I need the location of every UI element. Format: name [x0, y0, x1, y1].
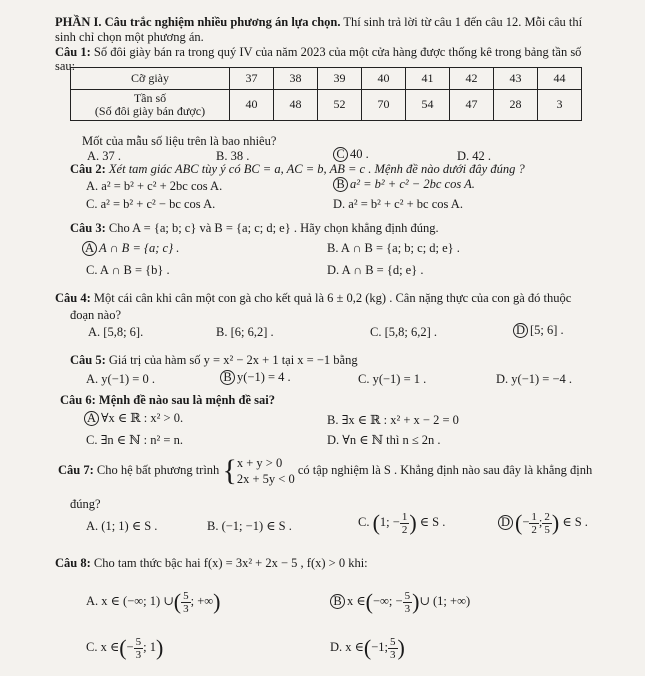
- table-row: [71, 68, 582, 90]
- fraction: $\frac{5}{3}$: [183, 589, 189, 615]
- selected-answer-mark: B: [330, 594, 345, 609]
- inequality-system: x + y > 0 2x + 5y < 0: [236, 456, 295, 486]
- q3-option-d[interactable]: D. A ∩ B = {d; e} .: [327, 263, 424, 277]
- brace-icon: {: [222, 454, 237, 487]
- q7-text-2: đúng?: [70, 497, 101, 511]
- q4-option-b[interactable]: B. [6; 6,2] .: [216, 325, 274, 339]
- q2-label: Câu 2:: [70, 162, 106, 176]
- table-cell: 37: [230, 68, 274, 90]
- q2-option-d[interactable]: D. a² = b² + c² + bc cos A.: [333, 197, 463, 211]
- fraction: $\frac{2}{5}$: [544, 510, 550, 536]
- table-cell: 43: [494, 68, 538, 90]
- q8-option-a[interactable]: A. x ∈ (−∞; 1) ∪( $\frac{5}{3}$ ; +∞): [86, 589, 221, 615]
- question-1: [55, 44, 581, 60]
- q1-question: Mốt của mẫu số liệu trên là bao nhiêu?: [82, 134, 277, 148]
- q6-option-d[interactable]: D. ∀n ∈ ℕ thì n ≤ 2n .: [327, 433, 441, 447]
- part-header: [55, 14, 582, 30]
- q6-option-c[interactable]: C. ∃n ∈ ℕ : n² = n.: [86, 433, 183, 447]
- q7-option-c[interactable]: C. (1; − $\frac{1}{2}$ ) ∈ S .: [358, 510, 446, 536]
- q5-option-d[interactable]: D. y(−1) = −4 .: [496, 372, 573, 386]
- q3-option-b[interactable]: B. A ∩ B = {a; b; c; d; e} .: [327, 241, 460, 255]
- q2-option-a[interactable]: A. a² = b² + c² + 2bc cos A.: [86, 179, 223, 193]
- q2-option-c[interactable]: C. a² = b² + c² − bc cos A.: [86, 197, 216, 211]
- q5-option-c[interactable]: C. y(−1) = 1 .: [358, 372, 427, 386]
- question-4: [55, 290, 571, 306]
- q5-option-b[interactable]: B y(−1) = 4 .: [220, 369, 291, 385]
- table-cell: 54: [406, 90, 450, 121]
- fraction: $\frac{5}{3}$: [404, 589, 411, 615]
- q6-option-a[interactable]: A ∀x ∈ ℝ : x² > 0.: [84, 410, 183, 426]
- table-cell: 48: [274, 90, 318, 121]
- q3-option-a[interactable]: A A ∩ B = {a; c} .: [82, 240, 179, 256]
- q5-text: Giá trị của hàm số y = x² − 2x + 1 tại x = −1 bằng: [108, 353, 358, 367]
- fraction: $\frac{5}{3}$: [135, 635, 142, 661]
- table-cell: 47: [450, 90, 494, 121]
- table-cell: 70: [362, 90, 406, 121]
- table-header-frequency: Tần số (Số đôi giày bán được): [71, 90, 230, 121]
- table-cell: 44: [538, 68, 582, 90]
- q7-text: Cho hệ bất phương trình: [96, 462, 220, 477]
- q4-option-a[interactable]: A. [5,8; 6].: [88, 325, 144, 339]
- selected-answer-mark: B: [333, 177, 348, 192]
- q1-text: Số đôi giày bán ra trong quý IV của năm 2023 của một cửa hàng được thống kê trong bảng tần số: [93, 45, 582, 59]
- q7-option-d[interactable]: D (− $\frac{1}{2}$ ; $\frac{2}{5}$ ) ∈ S .: [498, 509, 588, 538]
- q4-text: Một cái cân khi cân một con gà cho kết quả là 6 ± 0,2 (kg) . Cân nặng thực của con gà đó thuộc: [93, 291, 572, 305]
- q2-text: Xét tam giác ABC tùy ý có BC = a, AC = b, AB = c . Mệnh đề nào dưới đây đúng ?: [108, 162, 525, 176]
- frequency-table: [70, 67, 582, 121]
- q4-text-2: đoạn nào?: [70, 308, 122, 322]
- q1-option-d[interactable]: D. 42 .: [457, 149, 492, 163]
- q1-option-a[interactable]: A. 37 .: [87, 149, 122, 163]
- q7-text-after: có tập nghiệm là S . Khẳng định nào sau đây là khẳng định: [297, 462, 593, 477]
- q8-option-d[interactable]: D. x ∈(−1; $\frac{5}{3}$ ): [330, 635, 405, 661]
- table-cell: 39: [318, 68, 362, 90]
- q5-option-a[interactable]: A. y(−1) = 0 .: [86, 372, 155, 386]
- q7-option-b[interactable]: B. (−1; −1) ∈ S .: [207, 519, 292, 533]
- q4-option-d[interactable]: D [5; 6] .: [513, 322, 564, 338]
- part-intro: Thí sinh trả lời từ câu 1 đến câu 12. Mỗi câu thí: [343, 15, 583, 29]
- q4-option-c[interactable]: C. [5,8; 6,2] .: [370, 325, 438, 339]
- table-cell: 42: [450, 68, 494, 90]
- question-8: [55, 555, 368, 571]
- q3-label: Câu 3:: [70, 221, 106, 235]
- table-header-size: Cỡ giày: [71, 68, 230, 90]
- q1-label: Câu 1:: [55, 45, 91, 59]
- q7-label: Câu 7:: [58, 462, 94, 477]
- question-2: [70, 161, 525, 177]
- fraction: $\frac{1}{2}$: [531, 510, 537, 536]
- q8-text: Cho tam thức bậc hai f(x) = 3x² + 2x − 5 , f(x) > 0 khi:: [93, 556, 368, 570]
- table-cell: 3: [538, 90, 582, 121]
- q6-text: Mệnh đề nào sau là mệnh đề sai?: [98, 393, 275, 407]
- table-cell: 52: [318, 90, 362, 121]
- q3-text: Cho A = {a; b; c} và B = {a; c; d; e} . Hãy chọn khẳng định đúng.: [108, 221, 439, 235]
- question-5: [70, 352, 358, 368]
- table-cell: 41: [406, 68, 450, 90]
- q1-option-c[interactable]: C 40 .: [333, 146, 369, 162]
- q4-label: Câu 4:: [55, 291, 91, 305]
- q1-text-2: sau:: [55, 59, 76, 73]
- table-row: [71, 90, 582, 121]
- q3-option-c[interactable]: C. A ∩ B = {b} .: [86, 263, 170, 277]
- part-intro-2: sinh chỉ chọn một phương án.: [55, 30, 204, 44]
- part-title: PHẦN I. Câu trắc nghiệm nhiều phương án lựa chọn.: [55, 15, 341, 29]
- selected-answer-mark: A: [84, 411, 99, 426]
- q8-option-c[interactable]: C. x ∈(− $\frac{5}{3}$ ; 1): [86, 635, 164, 661]
- q6-label: Câu 6:: [60, 393, 96, 407]
- q5-label: Câu 5:: [70, 353, 106, 367]
- q6-option-b[interactable]: B. ∃x ∈ ℝ : x² + x − 2 = 0: [327, 413, 459, 427]
- q8-option-b[interactable]: B x ∈(−∞; − $\frac{5}{3}$ )∪ (1; +∞): [330, 588, 470, 617]
- fraction: $\frac{5}{3}$: [390, 635, 396, 661]
- table-cell: 40: [230, 90, 274, 121]
- selected-answer-mark: B: [220, 370, 235, 385]
- table-cell: 38: [274, 68, 318, 90]
- fraction: $\frac{1}{2}$: [401, 510, 408, 536]
- question-7: [58, 455, 592, 487]
- q8-label: Câu 8:: [55, 556, 91, 570]
- q7-option-a[interactable]: A. (1; 1) ∈ S .: [86, 519, 158, 533]
- q2-option-b[interactable]: B a² = b² + c² − 2bc cos A.: [333, 176, 475, 192]
- selected-answer-mark: A: [82, 241, 97, 256]
- question-3: [70, 220, 439, 236]
- question-6: [60, 392, 275, 408]
- table-cell: 40: [362, 68, 406, 90]
- q1-option-b[interactable]: B. 38 .: [216, 149, 250, 163]
- selected-answer-mark: D: [498, 515, 513, 530]
- table-cell: 28: [494, 90, 538, 121]
- selected-answer-mark: D: [513, 323, 528, 338]
- selected-answer-mark: C: [333, 147, 348, 162]
